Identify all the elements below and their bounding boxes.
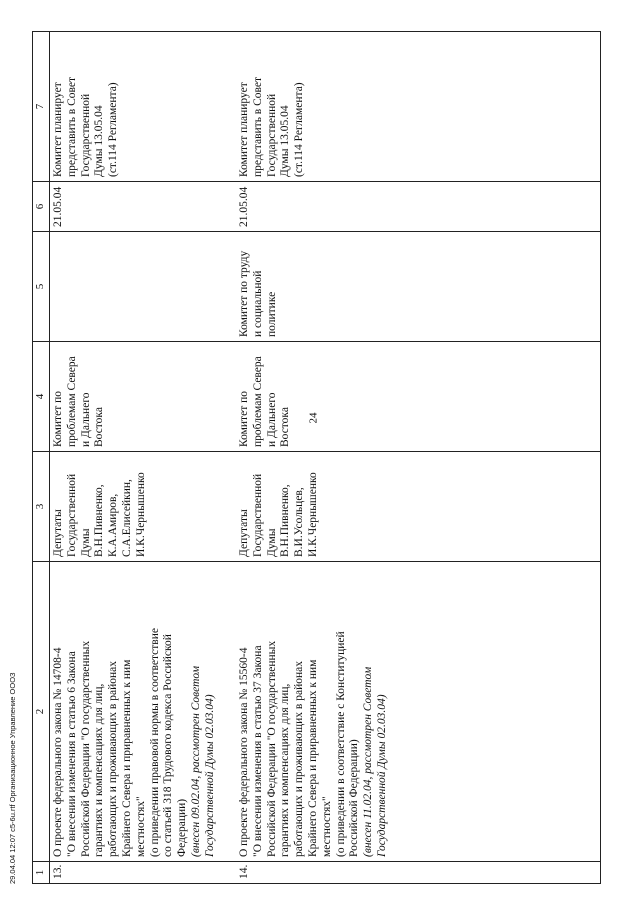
author-line: Государственной [65,473,78,557]
committee-line: Востока [93,407,106,447]
date-cell: 21.05.04 [50,182,237,232]
author-line: И.К.Чернышенко [134,472,147,557]
row-number: 13. [50,862,237,884]
project-note-line: (внесен 09.02.04, рассмотрен Советом [189,665,202,857]
header-row [33,32,50,884]
project-title-line: (о приведении в соответствие с Конституцией [334,631,347,857]
committee-line: Востока [279,407,292,447]
header-cell-2: 2 [33,562,50,862]
author-line: Депутаты [52,509,64,557]
co-committee-cell [236,232,601,342]
project-title-line: работающих и проживающих в районах [293,661,306,857]
date-cell: 21.05.04 [236,182,601,232]
author-line: Думы [79,528,92,557]
committee-line: и Дальнего [79,392,92,447]
project-title-line: гарантиях и компенсациях для лиц, [93,683,106,857]
project-title-line: О проекте федерального закона № 15560-4 [238,647,250,857]
committee-line: Комитет по [238,391,250,447]
notes-line: (ст.114 Регламента) [107,82,120,177]
header-cell-1: 1 [33,862,50,884]
authors-cell [50,452,237,562]
notes-line: Комитет планирует [238,82,250,177]
author-line: В.Н.Пивненко, [93,484,106,557]
notes-line: Комитет планирует [52,82,64,177]
author-line: Депутаты [238,509,250,557]
notes-line: (ст.114 Регламента) [293,82,306,177]
header-cell-6: 6 [33,182,50,232]
table-row [50,32,237,884]
project-title-line: Российской Федерации) [348,739,361,857]
project-title-line: Российской Федерации "О государственных [265,640,278,857]
project-title-line: со статьей 318 Трудового кодекса Российской [162,634,175,857]
project-title-line: Федерации) [176,798,189,857]
project-note-line: (внесен 11.02.04, рассмотрен Советом [362,666,375,857]
notes-line: Государственной [79,93,92,177]
co-committee-cell [50,232,237,342]
project-title-line: местностях" [134,796,147,857]
project-title-line: "О внесении изменения в статью 37 Закона [251,645,264,857]
author-line: Государственной [251,473,264,557]
main-committee-cell [236,342,601,452]
author-line: В.И.Усольцев, [293,487,306,557]
row-number: 14. [236,862,601,884]
legislation-table [32,31,601,884]
author-line: В.Н.Пивненко, [279,484,292,557]
notes-line: Думы 13.05.04 [93,105,106,177]
notes-cell [236,32,601,182]
rotated-table-wrapper [32,32,624,884]
authors-cell [236,452,601,562]
project-title-line: "О внесении изменения в статью 6 Закона [65,651,78,857]
co-committee-line: политике [265,291,278,337]
committee-line: Комитет по [52,391,64,447]
notes-line: Думы 13.05.04 [279,105,292,177]
author-line: С.А.Елисейкин, [120,479,133,557]
project-title-line: (о приведении правовой нормы в соответствие [148,628,161,857]
project-title-line: работающих и проживающих в районах [107,661,120,857]
notes-line: представить в Совет [65,76,78,177]
committee-line: и Дальнего [265,392,278,447]
committee-line: проблемам Севера [65,356,78,447]
project-cell [50,562,237,862]
notes-line: Государственной [265,93,278,177]
footer-meta: 29.04.04 12:07 c5-6u.rtf Организационное Управление ОООЗ [8,672,17,884]
project-note-line: Государственной Думы 02.03.04) [203,694,216,857]
header-cell-4: 4 [33,342,50,452]
project-note-line: Государственной Думы 02.03.04) [375,694,388,857]
page-number: 24 [307,412,320,424]
notes-cell [50,32,237,182]
header-cell-7: 7 [33,32,50,182]
co-committee-line: и социальной [251,270,264,337]
project-title-line: гарантиях и компенсациях для лиц, [279,683,292,857]
co-committee-line: Комитет по труду [238,250,250,337]
project-title-line: Российской Федерации "О государственных [79,640,92,857]
header-cell-3: 3 [33,452,50,562]
author-line: Думы [265,528,278,557]
header-cell-5: 5 [33,232,50,342]
project-cell [236,562,601,862]
project-title-line: Крайнего Севера и приравненных к ним [120,659,133,857]
notes-line: представить в Совет [251,76,264,177]
project-title-line: местностях" [320,796,333,857]
main-committee-cell [50,342,237,452]
author-line: К.А.Амиров, [107,493,120,557]
author-line: И.К.Чернышенко [306,472,319,557]
project-title-line: О проекте федерального закона № 14708-4 [52,647,64,857]
table-row [236,32,601,884]
committee-line: проблемам Севера [251,356,264,447]
project-title-line: Крайнего Севера и приравненных к ним [306,659,319,857]
